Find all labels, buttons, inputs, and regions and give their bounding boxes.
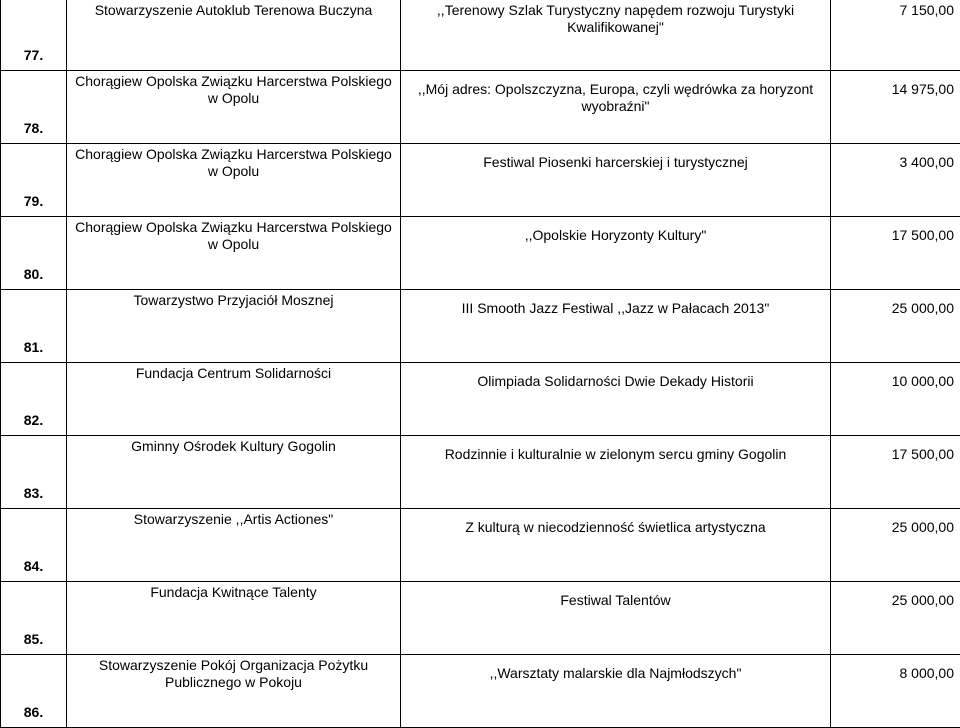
project-title: ,,Opolskie Horyzonty Kultury": [401, 217, 831, 290]
grant-amount: 17 500,00: [831, 436, 960, 509]
table-row: [1, 582, 960, 655]
table-row: [1, 71, 960, 144]
table-row: [1, 436, 960, 509]
row-number: 78.: [1, 71, 67, 144]
table-row: [1, 509, 960, 582]
row-number: 77.: [1, 0, 67, 71]
project-title: Rodzinnie i kulturalnie w zielonym sercu gminy Gogolin: [401, 436, 831, 509]
project-title: ,,Terenowy Szlak Turystyczny napędem rozwoju Turystyki Kwalifikowanej": [401, 0, 831, 71]
row-number: 85.: [1, 582, 67, 655]
project-title: III Smooth Jazz Festiwal ,,Jazz w Pałacach 2013": [401, 290, 831, 363]
project-title: ,,Mój adres: Opolszczyzna, Europa, czyli wędrówka za horyzont wyobraźni": [401, 71, 831, 144]
table-row: [1, 363, 960, 436]
table-row: [1, 144, 960, 217]
organization-name: Chorągiew Opolska Związku Harcerstwa Polskiego w Opolu: [67, 217, 401, 290]
row-number: 84.: [1, 509, 67, 582]
organization-name: Chorągiew Opolska Związku Harcerstwa Polskiego w Opolu: [67, 71, 401, 144]
organization-name: Fundacja Kwitnące Talenty: [67, 582, 401, 655]
row-number: 79.: [1, 144, 67, 217]
grant-amount: 8 000,00: [831, 655, 960, 728]
project-title: Olimpiada Solidarności Dwie Dekady Historii: [401, 363, 831, 436]
organization-name: Stowarzyszenie Pokój Organizacja Pożytku Publicznego w Pokoju: [67, 655, 401, 728]
row-number: 80.: [1, 217, 67, 290]
grant-amount: 3 400,00: [831, 144, 960, 217]
table-row: [1, 217, 960, 290]
project-title: Z kulturą w niecodzienność świetlica artystyczna: [401, 509, 831, 582]
project-title: ,,Warsztaty malarskie dla Najmłodszych": [401, 655, 831, 728]
table-row: [1, 0, 960, 71]
grant-amount: 25 000,00: [831, 582, 960, 655]
grant-amount: 25 000,00: [831, 290, 960, 363]
organization-name: Fundacja Centrum Solidarności: [67, 363, 401, 436]
grant-amount: 25 000,00: [831, 509, 960, 582]
project-title: Festiwal Talentów: [401, 582, 831, 655]
project-title: Festiwal Piosenki harcerskiej i turystycznej: [401, 144, 831, 217]
grant-amount: 10 000,00: [831, 363, 960, 436]
row-number: 86.: [1, 655, 67, 728]
table-row: [1, 655, 960, 728]
grant-amount: 7 150,00: [831, 0, 960, 71]
row-number: 82.: [1, 363, 67, 436]
organization-name: Towarzystwo Przyjaciół Mosznej: [67, 290, 401, 363]
grant-amount: 14 975,00: [831, 71, 960, 144]
organization-name: Gminny Ośrodek Kultury Gogolin: [67, 436, 401, 509]
grant-amount: 17 500,00: [831, 217, 960, 290]
organization-name: Stowarzyszenie ,,Artis Actiones": [67, 509, 401, 582]
table-row: [1, 290, 960, 363]
organization-name: Stowarzyszenie Autoklub Terenowa Buczyna: [67, 0, 401, 71]
row-number: 83.: [1, 436, 67, 509]
organization-name: Chorągiew Opolska Związku Harcerstwa Polskiego w Opolu: [67, 144, 401, 217]
row-number: 81.: [1, 290, 67, 363]
